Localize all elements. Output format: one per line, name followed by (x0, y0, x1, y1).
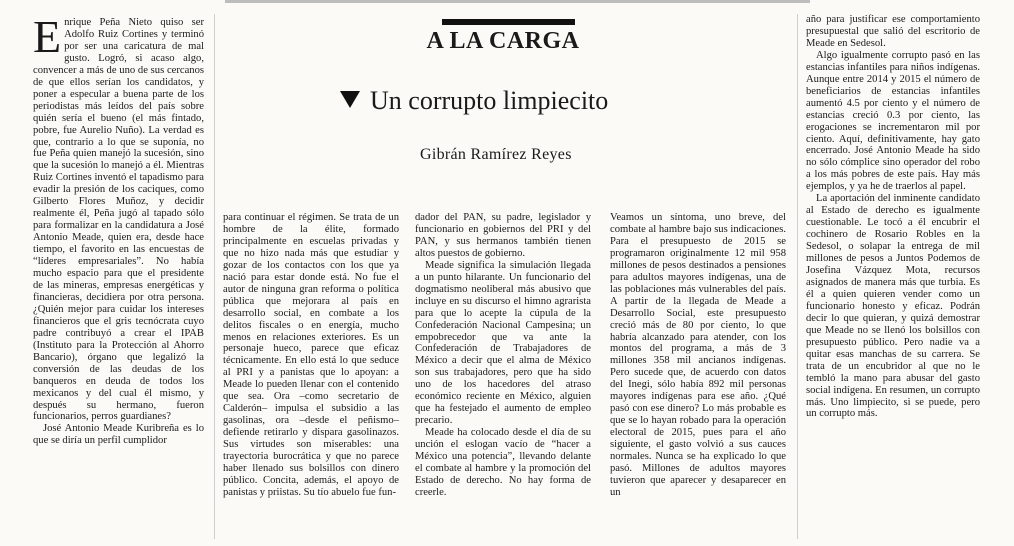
paragraph: Veamos un síntoma, uno breve, del combate al hambre bajo sus indicaciones. Para el presupuesto de 2015 se programaron originalmente 12 mil 958 millones de pesos destinados a pensiones para adultos mayores indígenas, una de las poblaciones más vulnerables del país. A partir de la llegada de Meade a Desarrollo Social, este presupuesto creció más de 80 por ciento, lo que habría alcanzado para atender, con los montos del programa, a más de 3 millones 358 mil ancianos indígenas. Pero sucede que, de acuerdo con datos del Inegi, sólo había 892 mil personas mayores indígenas para ese año. ¿Qué pasó con ese dinero? Lo más probable es que se lo hayan robado para la operación electoral de 2015, pues para el año siguiente, el gasto volvió a sus cauces normales. Nunca se ha explicado lo que pasó. Millones de adultos mayores tuvieron que aparecer y desaparecer en un (610, 212, 786, 498)
paragraph (33, 11, 204, 423)
paragraph: para continuar el régimen. Se trata de un hombre de la élite, formado principalmente en escuelas privadas y que no hizo nada más que estudiar y gozar de los contactos con los que ya nació para estar donde está. No fue el autor de ninguna gran reforma o política pública que mejorara al país en desarrollo social, en combate a los delitos fiscales o en energía, mucho menos en relaciones exteriores. Es un personaje hueco, parece que eficaz técnicamente. En ello está lo que seduce al PRI y a panistas que lo apoyan: a Meade lo pueden llenar con el contenido que sea. Ora –como secretario de Calderón– impulsa el subsidio a las gasolinas, ora –desde el peñismo– defiende retirarlo y dispara gasolinazos. Sus virtudes son miserables: una trayectoria burocrática y que no parece haber llenado sus bolsillos con dinero público. Concita, además, el apoyo de panistas y priistas. Su tío abuelo fue fun- (223, 212, 399, 498)
article-column-3 (415, 212, 591, 546)
article-column-4 (610, 212, 786, 546)
paragraph: año para justificar ese comportamiento presupuestal que salió del escritorio de Meade en Sedesol. (806, 14, 980, 49)
paragraph-text: nrique Peña Nieto quiso ser Adolfo Ruiz Cortines y terminó por ser una caricatura de mal gusto. Logró, si acaso algo, convencer a más de uno de sus cercanos de que ellos serían los candidatos, y poner a especular a buena parte de los periodistas más leídos del país sobre quién sería el bueno (el más fintado, pobre, fue Aurelio Nuño). La verdad es que, contrario a lo que se suponía, no fue Peña quien manejó la sucesión, sino que la sucesión lo manejó a él. Mientras Ruiz Cortines inventó el tapadismo para evadir la presión de los caciques, como Gilberto Flores Muñoz, y decidir realmente él, Peña jugó al tapado sólo para formalizar en la candidatura a José Antonio Meade, quien era, desde hace tiempo, el favorito en las encuestas de “líderes empresariales”. No había mucho espacio para que el presidente de las mineras, empresas energéticas y financieras, decidiera por otra persona. ¿Quién mejor para cuidar los intereses financieros que el gris tecnócrata cuyo padre contribuyó a crear el IPAB (Instituto para la Protección al Ahorro Bancario), órgano que legalizó la conversión de las deudas de los banqueros en deuda de todos los mexicanos y del cual él mismo, y después su hermano, fueron funcionarios, perros guardianes? (33, 17, 204, 423)
paragraph: dador del PAN, su padre, legislador y funcionario en gobiernos del PRI y del PAN, y sus hermanos también tienen altos puestos de gobierno. (415, 212, 591, 259)
section-label: A LA CARGA (426, 28, 580, 54)
paragraph: Meade significa la simulación llegada a un punto hilarante. Un funcionario del dogmatismo neoliberal más abusivo que incluye en su discurso el himno agrarista para que lo acepte la cúpula de la Confederación Nacional Campesina; un empobrecedor que va ante la Confederación de Trabajadores de México a decir que el alma de México son sus trabajadores, pero que ha sido uno de los hacedores del atraso económico reciente en México, alguien que ha festejado el aumento de empleo precario. (415, 259, 591, 427)
headline-text: Un corrupto limpiecito (370, 86, 609, 115)
article-column-2 (223, 212, 399, 546)
article-column-1 (33, 11, 204, 546)
paragraph: La aportación del inminente candidato al Estado de derecho es igualmente cuestionable. Le tocó a él encubrir el cochinero de Rosario Robles en la Sedesol, o solapar la entrega de mil millones de pesos a Juntos Podemos de Josefina Vázquez Mota, recursos asignados de manera más que turbia. Es él a quien quieren vender como un funcionario honesto y eficaz. Podrán decir lo que quieran, y quizá demostrar que Meade no se llenó los bolsillos con presupuesto público. Pero nadie va a quitar esas manchas de su carrera. Se trata de un encubridor al que no le tembló la mano para abusar del gasto social indígena. En resumen, un corrupto más. Uno limpiecito, si se puede, pero un corrupto más. (806, 193, 980, 420)
triangle-down-icon (340, 91, 360, 108)
column-rule-4 (797, 14, 798, 539)
section-bar (442, 19, 575, 25)
column-rule-1 (214, 14, 215, 539)
byline: Gibrán Ramírez Reyes (420, 146, 572, 163)
paragraph: Meade ha colocado desde el día de su unción el eslogan vacío de “hacer a México una potencia”, llevando delante el combate al hambre y la promoción del Estado de derecho. No hay forma de creerle. (415, 427, 591, 498)
top-rule-left (225, 0, 810, 3)
paragraph: Algo igualmente corrupto pasó en las estancias infantiles para niños indígenas. Aunque entre 2014 y 2015 el número de beneficiarios de estancias infantiles aumentó 4.5 por ciento y el número de estancias creció 0.3 por ciento, las erogaciones se incrementaron mil por ciento. Aquí, definitivamente, hay gato encerrado. José Antonio Meade ha sido no sólo cómplice sino operador del robo a los más pobres de este país. Hay más ejemplos, y ya he de traerlos al papel. (806, 49, 980, 193)
drop-cap: E (33, 11, 62, 62)
paragraph: José Antonio Meade Kuribreña es lo que se diría un perfil cumplidor (33, 423, 204, 447)
article-column-5 (806, 14, 980, 546)
headline (340, 86, 720, 116)
